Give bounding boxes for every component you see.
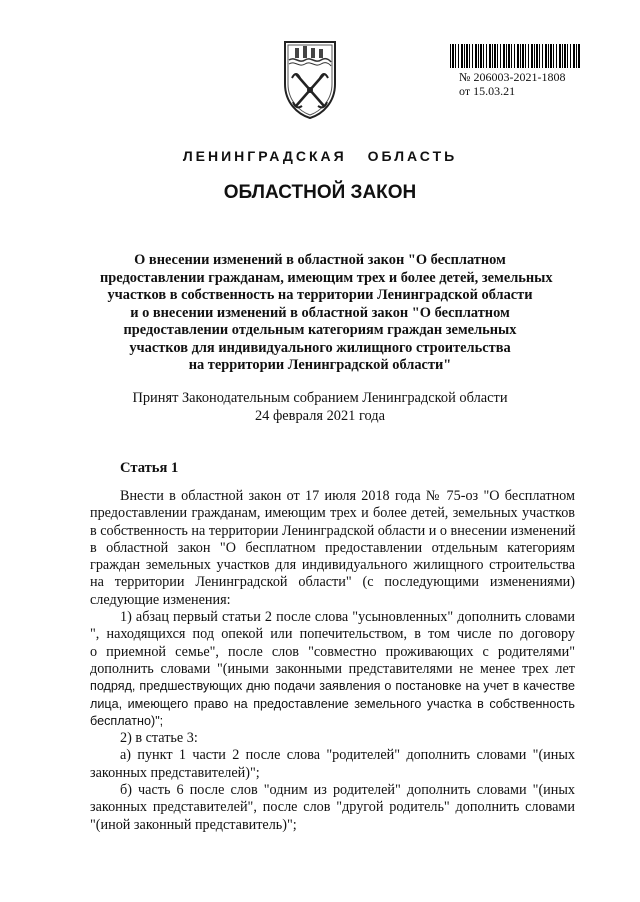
body-line: ", находящихся под опекой или попечительством, в том числе по договору — [90, 626, 575, 643]
adoption-line: Принят Законодательным собранием Ленинградской области — [132, 390, 508, 406]
body-line: предоставлении гражданам, имеющим трех и более детей, земельных участков — [90, 505, 575, 522]
body-line: в областной закон "О бесплатном предоставлении отдельным категориям — [90, 539, 575, 556]
registration-number-value: № 206003-2021-1808 — [459, 70, 566, 84]
adoption-date: 24 февраля 2021 года — [254, 407, 385, 424]
body-line: бесплатно)"; — [90, 713, 164, 728]
registration-date: от 15.03.21 — [459, 84, 516, 98]
adoption-note — [0, 390, 640, 425]
body-line: законных представителей", после слов "другой родитель" дополнить словами — [90, 799, 575, 816]
registration-number — [459, 70, 565, 98]
body-line: граждан земельных участков для индивидуального жилищного строительства — [90, 557, 575, 574]
region-heading: ЛЕНИНГРАДСКАЯ ОБЛАСТЬ — [182, 148, 458, 164]
body-line: "(иной законный представитель)"; — [90, 816, 297, 833]
law-title-line: участков в собственность на территории Ленинградской области — [107, 287, 533, 303]
body-line: следующие изменения: — [90, 591, 231, 608]
body-line: Внести в областной закон от 17 июля 2018 года № 75-оз "О бесплатном — [120, 488, 575, 504]
law-title-line: на территории Ленинградской области" — [188, 357, 452, 373]
body-line: б) часть 6 после слов "одним из родителей" дополнить словами "(иных — [120, 782, 575, 799]
law-title-line: и о внесении изменений в областной закон "О бесплатном — [130, 304, 510, 321]
law-type-heading: ОБЛАСТНОЙ ЗАКОН — [223, 182, 417, 203]
body-line: а) пункт 1 части 2 после слова "родителей" дополнить словами "(иных — [120, 747, 575, 764]
body-line: дополнить словами "(иными законными представителями не менее трех лет — [90, 660, 575, 677]
article-heading: Статья 1 — [120, 460, 179, 476]
body-line: о приемной семье", после слов "совместно проживающих с родителями" — [90, 643, 575, 660]
body-line: законных представителей)"; — [90, 764, 260, 781]
article-body — [90, 488, 575, 834]
barcode-icon — [450, 44, 580, 68]
body-line: на территории Ленинградской области" (с последующими изменениями) — [90, 574, 575, 591]
law-title-line: О внесении изменений в областной закон "О бесплатном — [134, 252, 506, 268]
law-title — [100, 252, 553, 375]
body-line: лица, имеющего право на предоставление земельного участка в собственность — [90, 696, 575, 711]
body-line: 1) абзац первый статьи 2 после слова "усыновленных" дополнить словами — [120, 609, 575, 626]
body-line: 2) в статье 3: — [120, 730, 198, 747]
law-title-line: предоставлении гражданам, имеющим трех и более детей, земельных — [100, 269, 553, 286]
body-line: подряд, предшествующих дню подачи заявления о постановке на учет в качестве — [90, 679, 575, 694]
law-title-line: предоставлении отдельным категориям граждан земельных — [123, 322, 517, 338]
body-line: в собственность на территории Ленинградской области и о внесении изменений — [90, 522, 576, 539]
coat-of-arms-icon — [281, 40, 339, 120]
law-title-line: участков для индивидуального жилищного строительства — [129, 339, 511, 356]
